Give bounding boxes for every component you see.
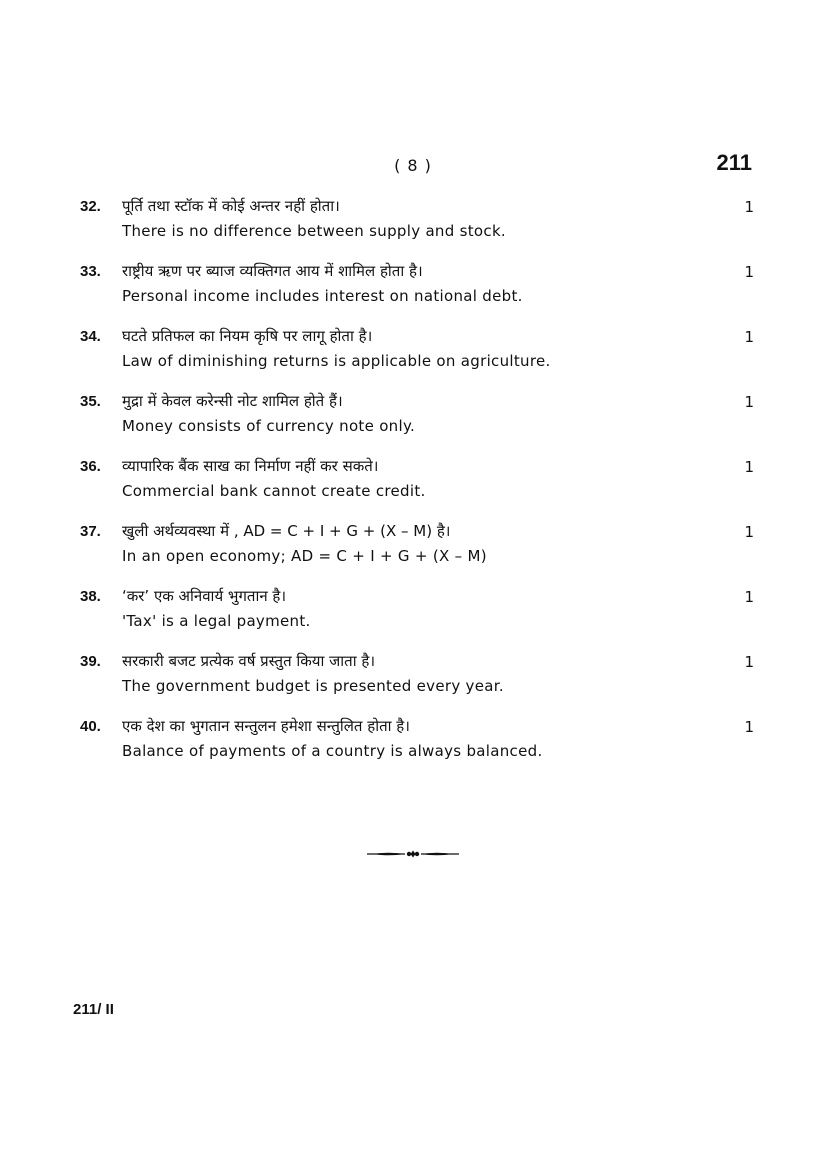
question-text-hindi: व्यापारिक बैंक साख का निर्माण नहीं कर सकते।: [122, 457, 379, 475]
question-marks: 1: [744, 393, 754, 411]
question-text-hindi: सरकारी बजट प्रत्येक वर्ष प्रस्तुत किया जाता है।: [122, 652, 376, 670]
footer-paper-code: 211/ II: [73, 1001, 114, 1018]
question-34: [80, 326, 754, 391]
question-text-hindi: घटते प्रतिफल का नियम कृषि पर लागू होता है।: [122, 327, 373, 345]
question-marks: 1: [744, 198, 754, 216]
end-ornament-icon: [365, 847, 461, 861]
question-text-english: There is no difference between supply and stock.: [122, 222, 507, 240]
question-marks: 1: [744, 458, 754, 476]
question-number: 40.: [80, 718, 101, 735]
question-number: 37.: [80, 523, 101, 540]
question-text-hindi: मुद्रा में केवल करेन्सी नोट शामिल होते हैं।: [122, 392, 343, 410]
page-number: ( 8 ): [394, 156, 432, 175]
question-32: [80, 196, 754, 261]
question-marks: 1: [744, 588, 754, 606]
question-text-english: In an open economy; AD = C + I + G + (X – M): [122, 547, 487, 565]
question-39: [80, 651, 754, 716]
question-text-hindi: एक देश का भुगतान सन्तुलन हमेशा सन्तुलित होता है।: [122, 717, 410, 735]
question-number: 39.: [80, 653, 101, 670]
question-number: 32.: [80, 198, 101, 215]
question-text-english: Law of diminishing returns is applicable on agriculture.: [122, 352, 551, 370]
question-list: [80, 196, 754, 781]
question-marks: 1: [744, 263, 754, 281]
question-number: 38.: [80, 588, 101, 605]
question-number: 35.: [80, 393, 101, 410]
question-38: [80, 586, 754, 651]
question-33: [80, 261, 754, 326]
question-text-english: The government budget is presented every year.: [122, 677, 504, 695]
question-text-english: Personal income includes interest on national debt.: [122, 287, 523, 305]
question-number: 33.: [80, 263, 101, 280]
question-marks: 1: [744, 523, 754, 541]
question-marks: 1: [744, 328, 754, 346]
question-37: [80, 521, 754, 586]
question-36: [80, 456, 754, 521]
question-40: [80, 716, 754, 781]
question-text-english: 'Tax' is a legal payment.: [122, 612, 311, 630]
question-text-english: Money consists of currency note only.: [122, 417, 416, 435]
question-text-hindi: खुली अर्थव्यवस्था में , AD = C + I + G + (X – M) है।: [122, 522, 451, 540]
question-marks: 1: [744, 718, 754, 736]
question-marks: 1: [744, 653, 754, 671]
paper-code: 211: [716, 150, 752, 175]
question-text-english: Commercial bank cannot create credit.: [122, 482, 426, 500]
question-text-hindi: राष्ट्रीय ऋण पर ब्याज व्यक्तिगत आय में शामिल होता है।: [122, 262, 423, 280]
question-text-english: Balance of payments of a country is always balanced.: [122, 742, 543, 760]
question-text-hindi: ‘कर’ एक अनिवार्य भुगतान है।: [122, 587, 287, 605]
question-text-hindi: पूर्ति तथा स्टॉक में कोई अन्तर नहीं होता।: [122, 197, 340, 215]
question-35: [80, 391, 754, 456]
question-number: 34.: [80, 328, 101, 345]
question-number: 36.: [80, 458, 101, 475]
